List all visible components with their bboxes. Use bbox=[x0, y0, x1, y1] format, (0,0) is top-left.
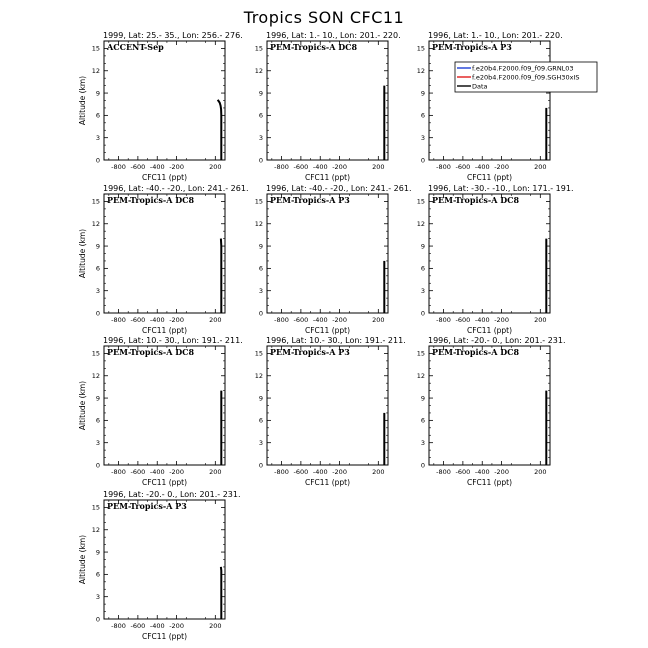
plot-frame bbox=[104, 41, 225, 160]
panel-7 bbox=[78, 336, 243, 487]
y-tick-label: 12 bbox=[416, 372, 425, 381]
x-tick-label: -800 bbox=[111, 163, 126, 171]
y-tick-label: 3 bbox=[95, 438, 100, 447]
x-tick-label: -200 bbox=[169, 468, 184, 476]
x-tick-label: 200 bbox=[534, 316, 547, 324]
x-axis-label: CFC11 (ppt) bbox=[141, 478, 188, 487]
panel-5 bbox=[255, 184, 412, 335]
y-tick-label: 12 bbox=[416, 220, 425, 229]
x-axis-label: CFC11 (ppt) bbox=[141, 326, 188, 335]
legend-entry: f.e20b4.F2000.f09_f09.SGH30xIS bbox=[472, 73, 580, 82]
panel-title: 1996, Lat: -40.- -20., Lon: 241.- 261. bbox=[103, 184, 249, 193]
legend-entry: f.e20b4.F2000.f09_f09.GRNL03 bbox=[472, 64, 574, 73]
x-tick-label: -800 bbox=[111, 316, 126, 324]
y-tick-label: 6 bbox=[95, 111, 100, 120]
y-axis-label: Altitude (km) bbox=[78, 380, 87, 431]
y-tick-label: 6 bbox=[95, 570, 100, 579]
x-tick-label: -400 bbox=[312, 468, 328, 476]
plot-frame bbox=[429, 346, 550, 465]
x-axis-label: CFC11 (ppt) bbox=[466, 326, 513, 335]
y-tick-label: 3 bbox=[95, 286, 100, 295]
y-tick-label: 0 bbox=[420, 309, 425, 318]
x-tick-label: -800 bbox=[274, 316, 289, 324]
x-tick-label: -800 bbox=[436, 316, 451, 324]
x-tick-label: -200 bbox=[494, 163, 509, 171]
y-tick-label: 6 bbox=[95, 416, 100, 425]
panel-10 bbox=[78, 490, 241, 641]
plot-frame bbox=[267, 194, 388, 313]
x-tick-label: 200 bbox=[372, 316, 385, 324]
x-tick-label: -600 bbox=[293, 468, 309, 476]
y-tick-label: 12 bbox=[91, 220, 100, 229]
x-tick-label: -200 bbox=[169, 622, 184, 630]
y-tick-label: 0 bbox=[258, 461, 263, 470]
y-tick-label: 12 bbox=[254, 67, 263, 76]
panel-title: 1996, Lat: -30.- -10., Lon: 171.- 191. bbox=[428, 184, 574, 193]
x-tick-label: -400 bbox=[474, 316, 490, 324]
plot-frame bbox=[267, 41, 388, 160]
x-tick-label: -200 bbox=[332, 468, 347, 476]
y-tick-label: 0 bbox=[95, 615, 100, 624]
x-axis-label: CFC11 (ppt) bbox=[141, 632, 188, 641]
plot-frame bbox=[429, 41, 550, 160]
panel-1 bbox=[78, 31, 243, 182]
panel-title: 1996, Lat: 1.- 10., Lon: 201.- 220. bbox=[266, 31, 401, 40]
x-tick-label: -200 bbox=[494, 316, 509, 324]
x-tick-label: -400 bbox=[149, 316, 165, 324]
panel-label: ACCENT-Sep bbox=[107, 42, 164, 52]
y-axis-label: Altitude (km) bbox=[78, 75, 87, 126]
y-tick-label: 6 bbox=[420, 416, 425, 425]
x-tick-label: -600 bbox=[130, 163, 146, 171]
y-tick-label: 12 bbox=[91, 372, 100, 381]
y-tick-label: 9 bbox=[420, 89, 425, 98]
x-tick-label: -200 bbox=[332, 316, 347, 324]
y-tick-label: 3 bbox=[420, 133, 425, 142]
y-tick-label: 9 bbox=[258, 242, 263, 251]
y-tick-label: 6 bbox=[258, 111, 263, 120]
plot-frame bbox=[104, 194, 225, 313]
panel-title: 1999, Lat: 25.- 35., Lon: 256.- 276. bbox=[103, 31, 243, 40]
panel-title: 1996, Lat: 10.- 30., Lon: 191.- 211. bbox=[103, 336, 243, 345]
y-tick-label: 15 bbox=[254, 44, 263, 53]
y-axis-label: Altitude (km) bbox=[78, 228, 87, 279]
panel-9 bbox=[417, 336, 566, 487]
x-axis-label: CFC11 (ppt) bbox=[304, 173, 351, 182]
x-axis-label: CFC11 (ppt) bbox=[466, 478, 513, 487]
plot-frame bbox=[104, 346, 225, 465]
y-tick-label: 9 bbox=[420, 394, 425, 403]
y-tick-label: 6 bbox=[420, 111, 425, 120]
panel-6 bbox=[417, 184, 574, 335]
x-tick-label: -400 bbox=[149, 622, 165, 630]
x-tick-label: 200 bbox=[209, 468, 222, 476]
panel-label: PEM-Tropics-A DC8 bbox=[107, 195, 195, 205]
y-tick-label: 15 bbox=[91, 503, 100, 512]
x-tick-label: 200 bbox=[209, 622, 222, 630]
plot-frame bbox=[429, 194, 550, 313]
y-tick-label: 0 bbox=[258, 156, 263, 165]
x-tick-label: -200 bbox=[169, 316, 184, 324]
x-tick-label: -600 bbox=[455, 163, 471, 171]
panel-label: PEM-Tropics-A P3 bbox=[270, 347, 350, 357]
y-tick-label: 12 bbox=[254, 372, 263, 381]
legend bbox=[455, 62, 597, 92]
x-tick-label: -800 bbox=[274, 468, 289, 476]
x-tick-label: -400 bbox=[474, 163, 490, 171]
panel-label: PEM-Tropics-A DC8 bbox=[432, 195, 520, 205]
y-tick-label: 6 bbox=[258, 416, 263, 425]
panel-label: PEM-Tropics-A P3 bbox=[107, 501, 187, 511]
x-tick-label: 200 bbox=[534, 468, 547, 476]
y-tick-label: 9 bbox=[258, 394, 263, 403]
x-tick-label: -200 bbox=[169, 163, 184, 171]
x-tick-label: -800 bbox=[111, 468, 126, 476]
y-tick-label: 3 bbox=[95, 133, 100, 142]
x-tick-label: -200 bbox=[494, 468, 509, 476]
panel-label: PEM-Tropics-A P3 bbox=[270, 195, 350, 205]
panel-2 bbox=[255, 31, 401, 182]
x-tick-label: 200 bbox=[209, 316, 222, 324]
y-tick-label: 3 bbox=[258, 438, 263, 447]
x-tick-label: -400 bbox=[149, 163, 165, 171]
x-axis-label: CFC11 (ppt) bbox=[304, 326, 351, 335]
x-tick-label: -400 bbox=[312, 163, 328, 171]
x-tick-label: 200 bbox=[372, 163, 385, 171]
y-tick-label: 15 bbox=[91, 197, 100, 206]
y-tick-label: 6 bbox=[420, 264, 425, 273]
x-tick-label: -800 bbox=[111, 622, 126, 630]
y-tick-label: 9 bbox=[95, 548, 100, 557]
y-tick-label: 12 bbox=[91, 67, 100, 76]
x-axis-label: CFC11 (ppt) bbox=[466, 173, 513, 182]
x-tick-label: -600 bbox=[293, 316, 309, 324]
x-tick-label: -400 bbox=[474, 468, 490, 476]
x-tick-label: -600 bbox=[130, 622, 146, 630]
panel-4 bbox=[78, 184, 249, 335]
plot-frame bbox=[104, 500, 225, 619]
y-tick-label: 15 bbox=[416, 349, 425, 358]
panel-title: 1996, Lat: 1.- 10., Lon: 201.- 220. bbox=[428, 31, 563, 40]
y-tick-label: 15 bbox=[416, 44, 425, 53]
panel-8 bbox=[255, 336, 406, 487]
legend-entry: Data bbox=[472, 82, 488, 91]
y-tick-label: 0 bbox=[95, 156, 100, 165]
x-tick-label: 200 bbox=[534, 163, 547, 171]
x-tick-label: -400 bbox=[149, 468, 165, 476]
y-tick-label: 9 bbox=[420, 242, 425, 251]
plot-frame bbox=[267, 346, 388, 465]
y-tick-label: 3 bbox=[420, 286, 425, 295]
y-tick-label: 15 bbox=[91, 44, 100, 53]
figure-title: Tropics SON CFC11 bbox=[243, 8, 405, 27]
x-tick-label: 200 bbox=[372, 468, 385, 476]
y-tick-label: 9 bbox=[95, 394, 100, 403]
x-axis-label: CFC11 (ppt) bbox=[141, 173, 188, 182]
panel-label: PEM-Tropics-A DC8 bbox=[432, 347, 520, 357]
y-tick-label: 0 bbox=[420, 461, 425, 470]
y-tick-label: 6 bbox=[258, 264, 263, 273]
y-tick-label: 15 bbox=[416, 197, 425, 206]
y-axis-label: Altitude (km) bbox=[78, 534, 87, 585]
y-tick-label: 15 bbox=[254, 197, 263, 206]
y-tick-label: 3 bbox=[258, 286, 263, 295]
x-tick-label: -800 bbox=[274, 163, 289, 171]
y-tick-label: 0 bbox=[95, 461, 100, 470]
y-tick-label: 0 bbox=[258, 309, 263, 318]
panel-label: PEM-Tropics-A DC8 bbox=[107, 347, 195, 357]
x-tick-label: -600 bbox=[455, 468, 471, 476]
y-tick-label: 3 bbox=[420, 438, 425, 447]
x-tick-label: -400 bbox=[312, 316, 328, 324]
panel-title: 1996, Lat: -20.- 0., Lon: 201.- 231. bbox=[428, 336, 566, 345]
y-tick-label: 6 bbox=[95, 264, 100, 273]
y-tick-label: 12 bbox=[91, 526, 100, 535]
x-tick-label: -600 bbox=[293, 163, 309, 171]
x-tick-label: -800 bbox=[436, 468, 451, 476]
y-tick-label: 3 bbox=[95, 592, 100, 601]
x-axis-label: CFC11 (ppt) bbox=[304, 478, 351, 487]
x-tick-label: -600 bbox=[130, 316, 146, 324]
y-tick-label: 12 bbox=[416, 67, 425, 76]
y-tick-label: 12 bbox=[254, 220, 263, 229]
x-tick-label: 200 bbox=[209, 163, 222, 171]
panel-label: PEM-Tropics-A P3 bbox=[432, 42, 512, 52]
panel-label: PEM-Tropics-A DC8 bbox=[270, 42, 358, 52]
y-tick-label: 15 bbox=[254, 349, 263, 358]
panel-title: 1996, Lat: 10.- 30., Lon: 191.- 211. bbox=[266, 336, 406, 345]
y-tick-label: 9 bbox=[95, 89, 100, 98]
x-tick-label: -200 bbox=[332, 163, 347, 171]
panel-title: 1996, Lat: -20.- 0., Lon: 201.- 231. bbox=[103, 490, 241, 499]
x-tick-label: -800 bbox=[436, 163, 451, 171]
y-tick-label: 0 bbox=[420, 156, 425, 165]
y-tick-label: 9 bbox=[95, 242, 100, 251]
panel-title: 1996, Lat: -40.- -20., Lon: 241.- 261. bbox=[266, 184, 412, 193]
y-tick-label: 15 bbox=[91, 349, 100, 358]
y-tick-label: 3 bbox=[258, 133, 263, 142]
y-tick-label: 0 bbox=[95, 309, 100, 318]
y-tick-label: 9 bbox=[258, 89, 263, 98]
panel-3 bbox=[417, 31, 563, 182]
series-line-data bbox=[218, 100, 222, 160]
x-tick-label: -600 bbox=[455, 316, 471, 324]
x-tick-label: -600 bbox=[130, 468, 146, 476]
